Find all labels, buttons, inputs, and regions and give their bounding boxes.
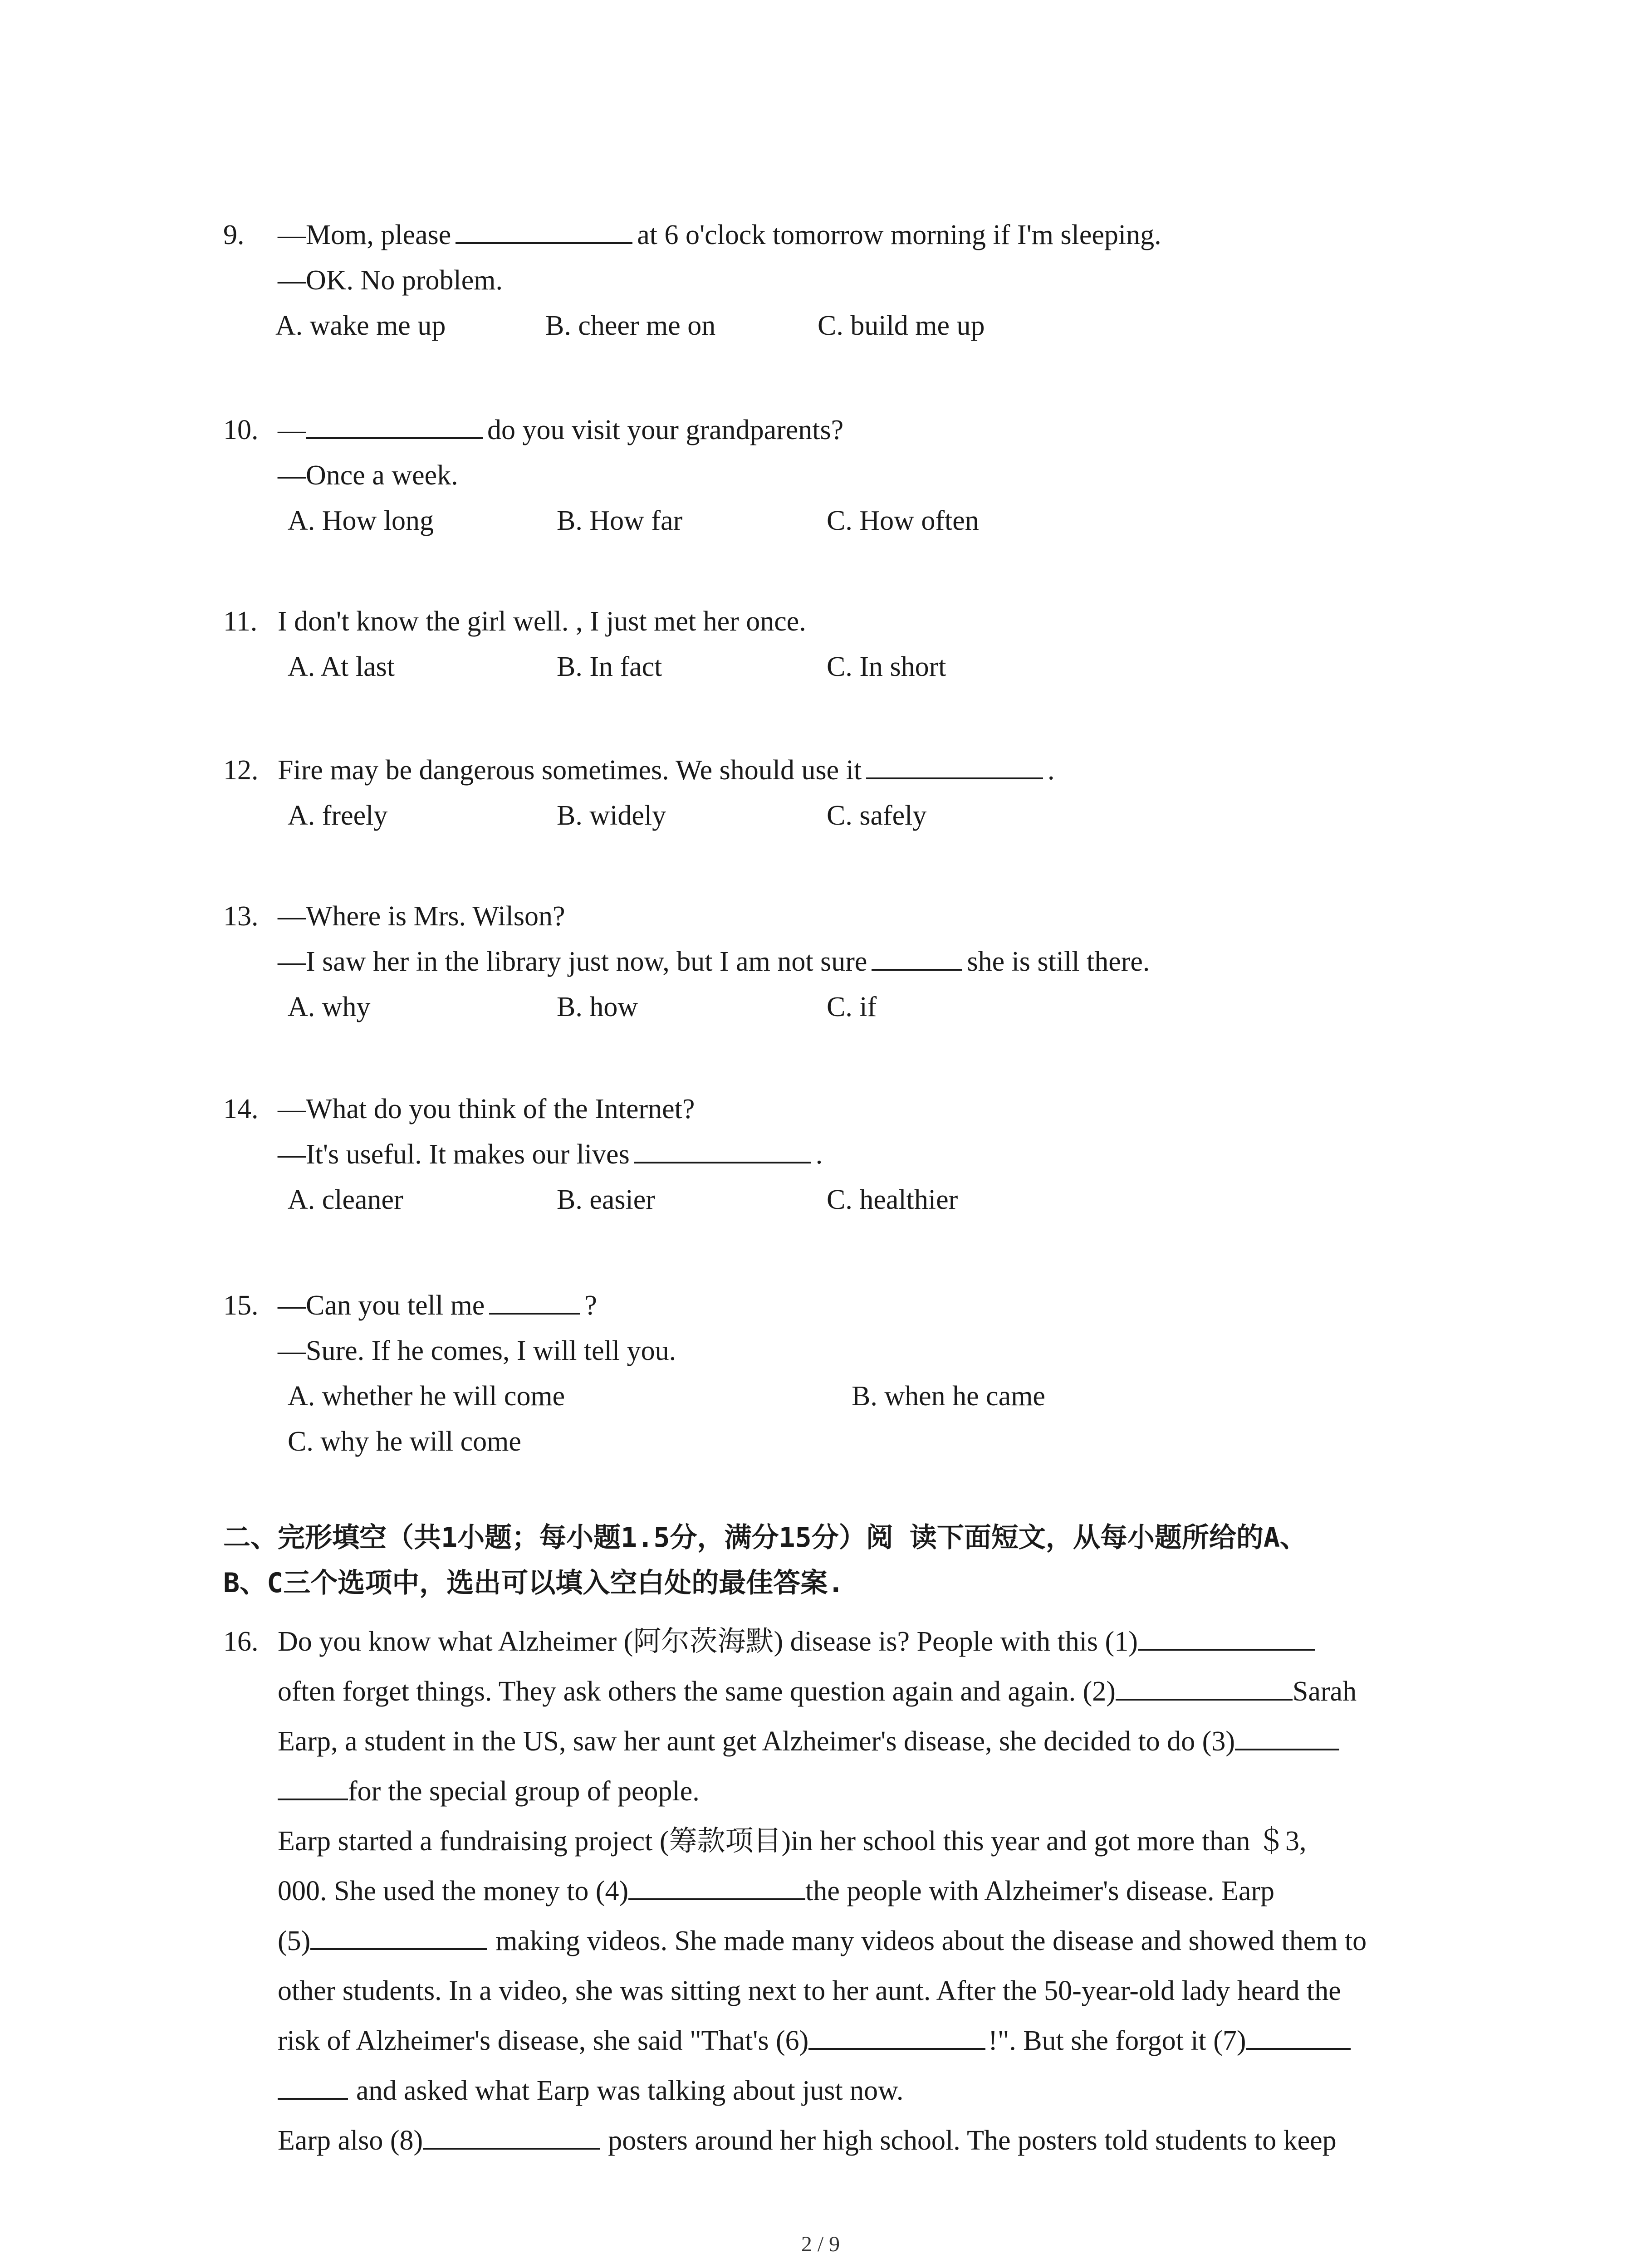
- question-number: 11.: [223, 606, 258, 637]
- blank-4[interactable]: [628, 1872, 805, 1900]
- question-15: [223, 1283, 1475, 1464]
- question-12: [223, 748, 1475, 838]
- question-number: 14.: [223, 1094, 259, 1124]
- blank-8[interactable]: [423, 2121, 600, 2150]
- question-14: [223, 1086, 1475, 1222]
- blank-7-cont[interactable]: [278, 2072, 348, 2100]
- option-a[interactable]: A. How long: [288, 505, 434, 536]
- blank-1[interactable]: [1138, 1623, 1315, 1651]
- passage-text: and asked what Earp was talking about just now.: [356, 2075, 904, 2106]
- section-heading: [223, 1515, 1439, 1606]
- passage-text: Do you know what Alzheimer (阿尔茨海默) disease is? People with this (1): [278, 1626, 1138, 1657]
- blank-6[interactable]: [808, 2022, 985, 2050]
- option-c[interactable]: C. healthier: [827, 1184, 958, 1215]
- question-text: she is still there.: [967, 946, 1150, 977]
- answer-blank[interactable]: [306, 411, 483, 439]
- option-c[interactable]: C. why he will come: [288, 1426, 521, 1457]
- passage-text: the people with Alzheimer's disease. Earp: [805, 1876, 1274, 1906]
- question-number: 12.: [223, 755, 259, 786]
- option-c[interactable]: C. safely: [827, 800, 927, 831]
- passage-text: !". But she forgot it (7): [988, 2025, 1246, 2056]
- question-text: —Sure. If he comes, I will tell you.: [278, 1335, 676, 1366]
- question-13: [223, 894, 1475, 1030]
- question-number: 15.: [223, 1290, 259, 1321]
- question-11: [223, 599, 1475, 689]
- passage-text: for the special group of people.: [348, 1776, 700, 1807]
- passage-text: 000. She used the money to (4): [278, 1876, 629, 1906]
- blank-5[interactable]: [310, 1922, 487, 1950]
- options-row: [223, 303, 1475, 348]
- options-row: [223, 793, 1475, 838]
- question-text: at 6 o'clock tomorrow morning if I'm sleeping.: [637, 220, 1161, 250]
- option-a[interactable]: A. cleaner: [288, 1184, 403, 1215]
- blank-2[interactable]: [1116, 1672, 1293, 1701]
- blank-3-cont[interactable]: [278, 1772, 348, 1800]
- option-b[interactable]: B. when he came: [852, 1381, 1045, 1412]
- question-9: [223, 212, 1475, 348]
- option-b[interactable]: B. widely: [557, 800, 666, 831]
- passage-text: Earp started a fundraising project (筹款项目)in her school this year and got more than ＄3,: [278, 1826, 1307, 1857]
- question-number: 13.: [223, 901, 259, 932]
- question-text: —OK. No problem.: [278, 265, 503, 296]
- question-10: [223, 407, 1475, 543]
- option-b[interactable]: B. How far: [557, 505, 683, 536]
- option-a[interactable]: A. At last: [288, 651, 395, 682]
- option-a[interactable]: A. wake me up: [275, 310, 446, 341]
- blank-7[interactable]: [1246, 2022, 1351, 2050]
- option-a[interactable]: A. whether he will come: [288, 1381, 565, 1412]
- question-text: —I saw her in the library just now, but I am not sure: [278, 946, 867, 977]
- passage-text: (5): [278, 1926, 311, 1956]
- option-c[interactable]: C. if: [827, 992, 877, 1022]
- passage-text: often forget things. They ask others the same question again and again. (2): [278, 1676, 1116, 1707]
- blank-3[interactable]: [1235, 1722, 1339, 1750]
- options-row: [223, 984, 1475, 1030]
- passage-text: Earp, a student in the US, saw her aunt get Alzheimer's disease, she decided to do (3): [278, 1726, 1235, 1757]
- options-row: [223, 1177, 1475, 1222]
- question-text: .: [1048, 755, 1055, 786]
- question-text: Fire may be dangerous sometimes. We should use it: [278, 755, 862, 786]
- options-row: [223, 1419, 1475, 1464]
- passage-text: posters around her high school. The posters told students to keep: [608, 2125, 1337, 2156]
- options-row: [223, 644, 1475, 689]
- option-b[interactable]: B. how: [557, 992, 638, 1022]
- question-text: ?: [584, 1290, 597, 1321]
- question-number: 16.: [223, 1626, 259, 1657]
- section-heading-line: 二、完形填空（共1小题；每小题1.5分，满分15分）阅 读下面短文，从每小题所给的A、: [223, 1522, 1307, 1554]
- question-text: .: [815, 1139, 823, 1170]
- passage-text: risk of Alzheimer's disease, she said "That's (6): [278, 2025, 809, 2056]
- question-text: —: [278, 415, 306, 445]
- question-text: —Where is Mrs. Wilson?: [278, 901, 565, 932]
- answer-blank[interactable]: [866, 751, 1043, 779]
- option-b[interactable]: B. In fact: [557, 651, 662, 682]
- option-a[interactable]: A. freely: [288, 800, 388, 831]
- question-text: —Can you tell me: [278, 1290, 485, 1321]
- option-a[interactable]: A. why: [288, 992, 371, 1022]
- passage-text: other students. In a video, she was sitting next to her aunt. After the 50-year-old lady heard the: [278, 1975, 1341, 2006]
- question-text: —What do you think of the Internet?: [278, 1094, 695, 1124]
- options-row: [223, 1374, 1475, 1419]
- section-heading-line: B、C三个选项中，选出可以填入空白处的最佳答案.: [223, 1567, 844, 1599]
- answer-blank[interactable]: [634, 1135, 811, 1163]
- question-text: —Mom, please: [278, 220, 451, 250]
- option-b[interactable]: B. easier: [557, 1184, 655, 1215]
- answer-blank[interactable]: [872, 943, 962, 971]
- answer-blank[interactable]: [489, 1286, 580, 1315]
- question-number: 10.: [223, 415, 259, 445]
- question-text: —It's useful. It makes our lives: [278, 1139, 630, 1170]
- options-row: [223, 498, 1475, 543]
- question-16: [223, 1617, 1466, 2165]
- question-text: I don't know the girl well. , I just met her once.: [278, 606, 806, 637]
- option-c[interactable]: C. In short: [827, 651, 946, 682]
- answer-blank[interactable]: [456, 216, 632, 244]
- passage-text: Earp also (8): [278, 2125, 423, 2156]
- passage-text: making videos. She made many videos about the disease and showed them to: [495, 1926, 1367, 1956]
- option-c[interactable]: C. build me up: [818, 310, 985, 341]
- question-number: 9.: [223, 220, 245, 250]
- option-b[interactable]: B. cheer me on: [545, 310, 716, 341]
- question-text: —Once a week.: [278, 460, 458, 491]
- question-text: do you visit your grandparents?: [487, 415, 844, 445]
- passage-text: Sarah: [1292, 1676, 1357, 1707]
- option-c[interactable]: C. How often: [827, 505, 979, 536]
- page-number: 2 / 9: [801, 2232, 840, 2256]
